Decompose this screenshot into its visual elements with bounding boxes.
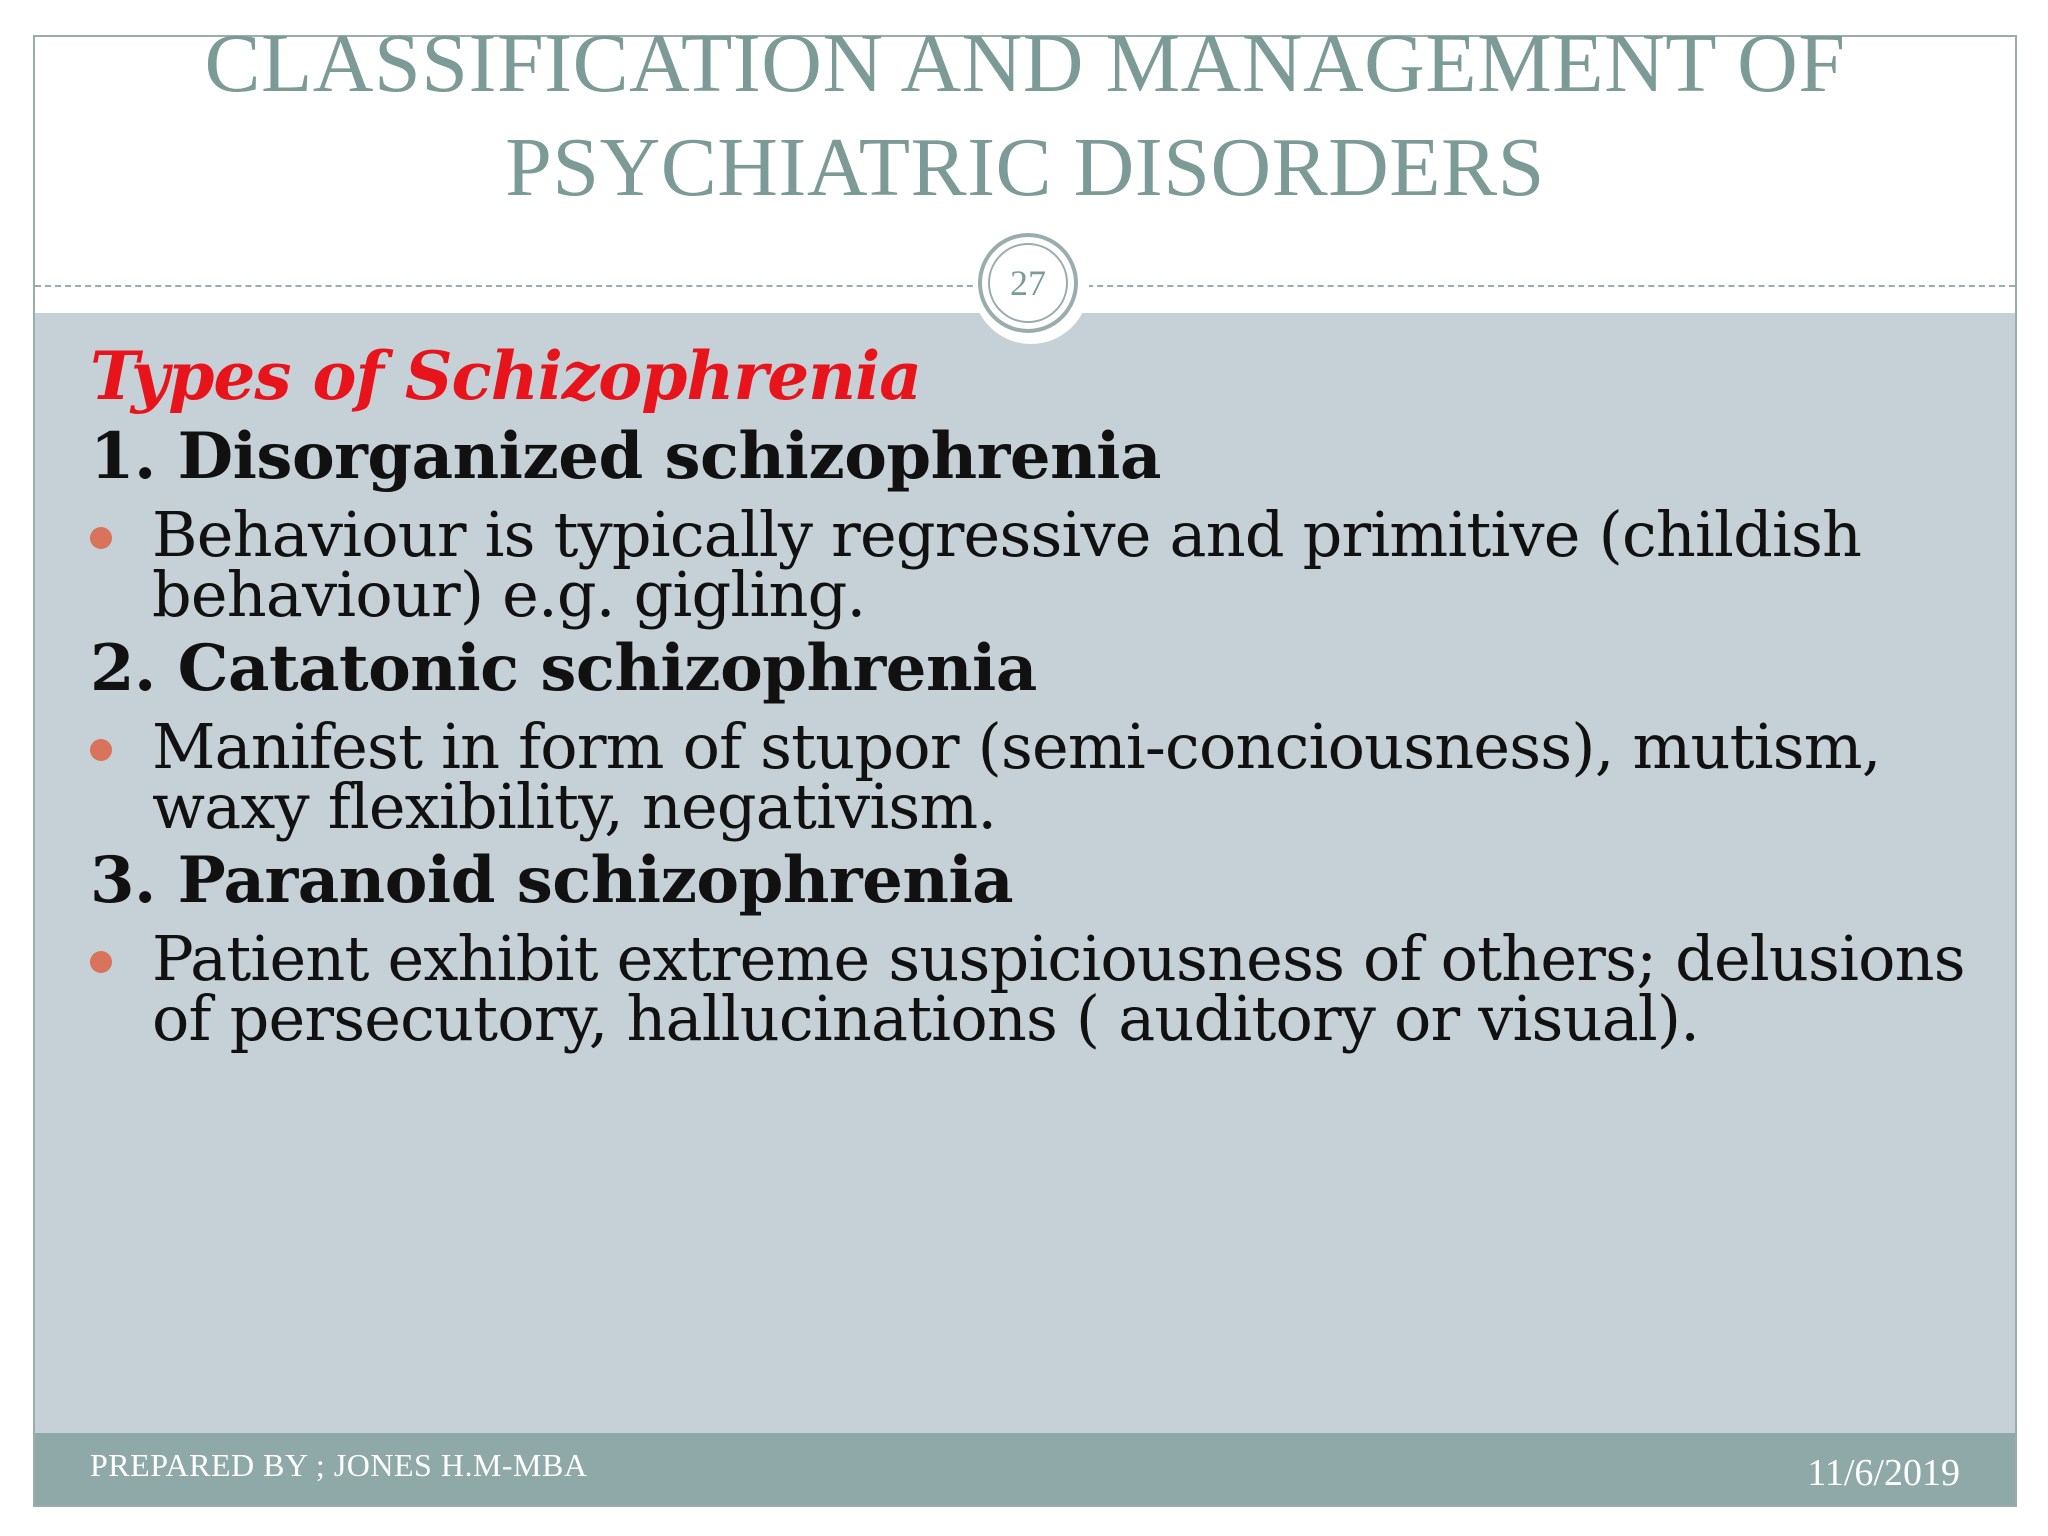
- item-heading-1: 1. Disorganized schizophrenia: [90, 419, 1161, 494]
- slide-title-line-2: PSYCHIATRIC DISORDERS: [505, 121, 1545, 214]
- bullet-text-1: Behaviour is typically regressive and primitive (childish behaviour) e.g. gigling.: [152, 498, 1862, 631]
- bullet-dot-icon: [90, 527, 112, 549]
- item-heading-2: 2. Catatonic schizophrenia: [90, 631, 1037, 706]
- bullet-dot-icon: [90, 739, 112, 761]
- page-number: 27: [1010, 263, 1046, 303]
- bullet-item-1: [90, 498, 1980, 631]
- bullet-text-2: Manifest in form of stupor (semi-conciousness), mutism, waxy flexibility, negativism.: [152, 710, 1881, 843]
- item-heading-3: 3. Paranoid schizophrenia: [90, 843, 1014, 918]
- footer-date: 11/6/2019: [1807, 1452, 1960, 1494]
- footer-author: PREPARED BY ; JONES H.M-MBA: [90, 1447, 588, 1483]
- section-title: Types of Schizophrenia: [90, 337, 922, 415]
- bullet-dot-icon: [90, 951, 112, 973]
- slide-footer: [35, 1433, 2015, 1505]
- bullet-item-2: [90, 710, 1980, 843]
- slide-title-line-1: CLASSIFICATION AND MANAGEMENT OF: [204, 17, 1846, 110]
- slide-title: [35, 12, 2015, 220]
- page-number-badge: [988, 243, 1068, 323]
- bullet-item-3: [90, 922, 1980, 1055]
- bullet-text-3: Patient exhibit extreme suspiciousness of others; delusions of persecutory, hallucinations ( auditory or visual).: [152, 922, 1965, 1055]
- slide-body: [90, 335, 1980, 1053]
